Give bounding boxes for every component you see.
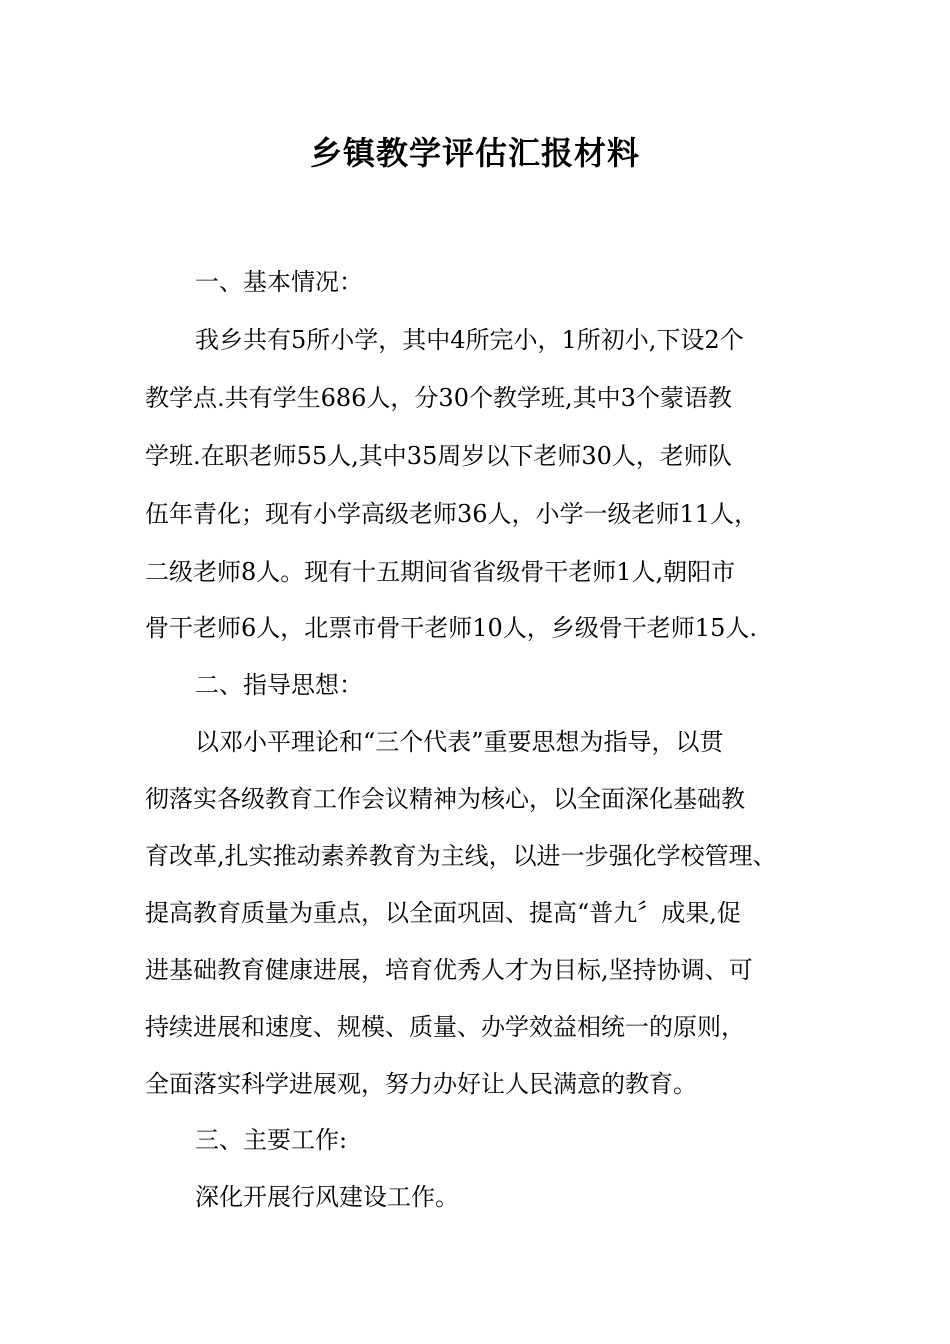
paragraph-line: 育改革,扎实推动素养教育为主线，以进一步强化学校管理、 [145, 842, 777, 870]
paragraph-line: 骨干老师6人，北票市骨干老师10人，乡级骨干老师15人. [145, 614, 757, 642]
paragraph-line: 全面落实科学进展观，努力办好让人民满意的教育。 [145, 1070, 697, 1098]
section-heading-guiding: 二、指导思想： [195, 671, 363, 699]
document-title: 乡镇教学评估汇报材料 [309, 134, 640, 172]
paragraph-line: 教学点.共有学生686人，分30个教学班,其中3个蒙语教 [145, 384, 732, 412]
paragraph-line: 以邓小平理论和“三个代表”重要思想为指导，以贯 [195, 728, 724, 756]
paragraph-line: 伍年青化；现有小学高级老师36人，小学一级老师11人， [145, 500, 759, 528]
section-heading-basic: 一、基本情况： [195, 268, 363, 296]
paragraph-line: 我乡共有5所小学，其中4所完小，1所初小,下设2个 [195, 326, 744, 354]
paragraph-line: 持续进展和速度、规模、质量、办学效益相统一的原则， [145, 1013, 745, 1041]
paragraph-line: 提高教育质量为重点，以全面巩固、提高“普九〞成果,促 [145, 899, 741, 927]
paragraph-line: 进基础教育健康进展，培育优秀人才为目标,坚持协调、可 [145, 956, 753, 984]
paragraph-line: 彻落实各级教育工作会议精神为核心，以全面深化基础教 [145, 785, 745, 813]
paragraph-line: 二级老师8人。现有十五期间省省级骨干老师1人,朝阳市 [145, 558, 736, 586]
paragraph-line: 深化开展行风建设工作。 [195, 1183, 459, 1211]
paragraph-line: 学班.在职老师55人,其中35周岁以下老师30人，老师队 [145, 442, 732, 470]
section-heading-main-work: 三、主要工作: [195, 1126, 348, 1154]
